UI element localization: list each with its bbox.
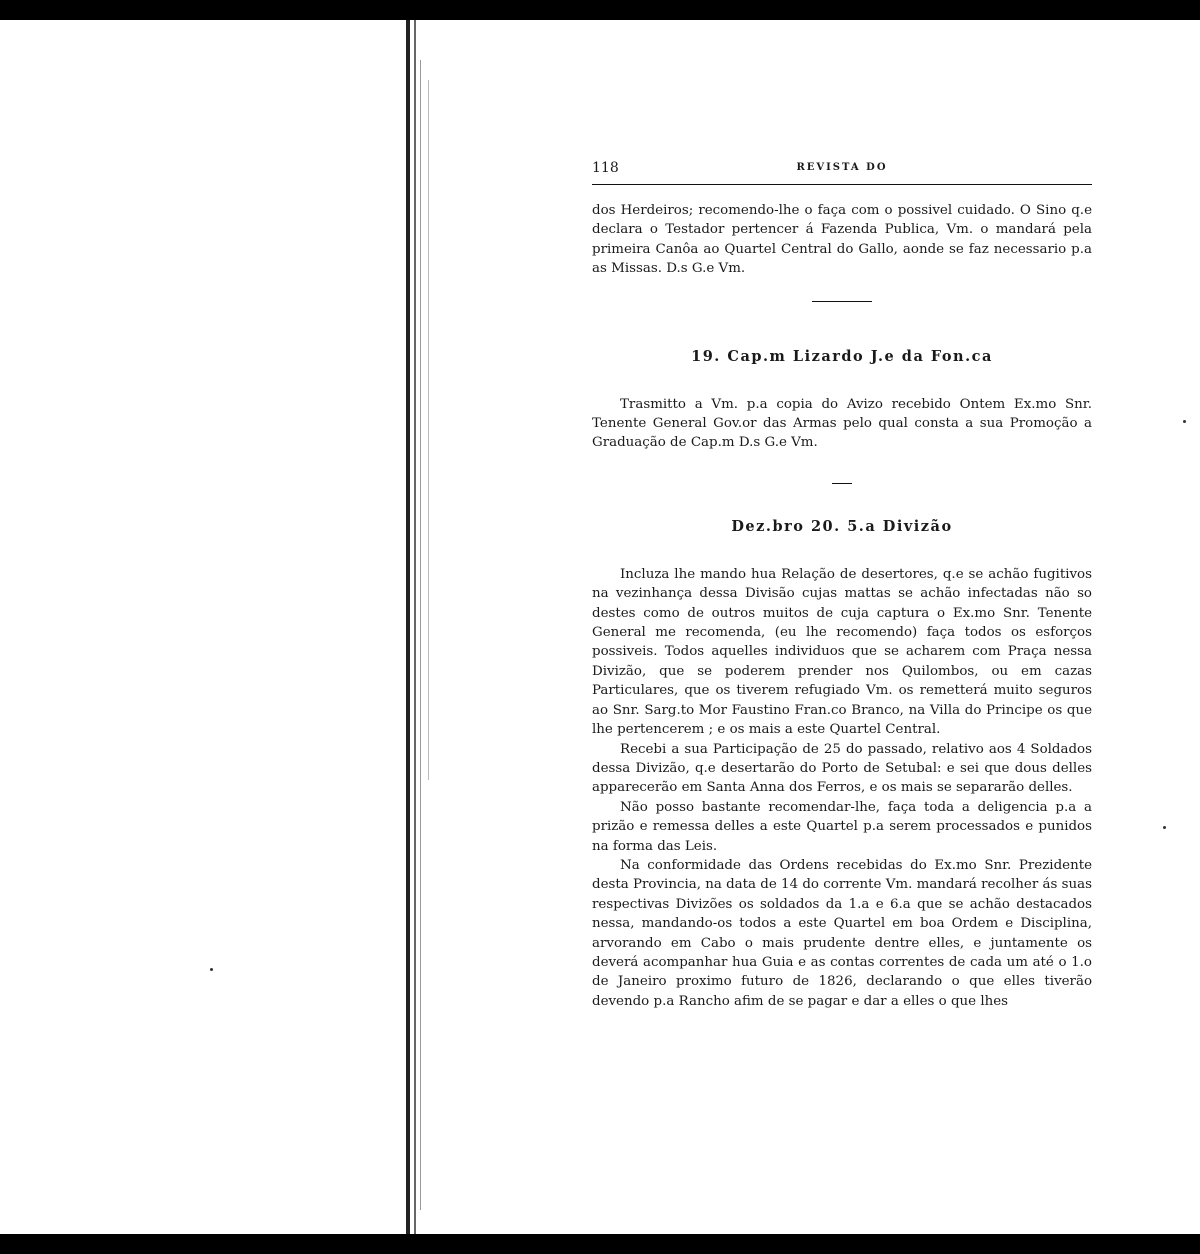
- running-header: [592, 160, 1092, 182]
- body-paragraph: Trasmitto a Vm. p.a copia do Avizo recebido Ontem Ex.mo Snr. Tenente General Gov.or das Armas pelo qual consta a sua Promoção a Graduação de Cap.m D.s G.e Vm.: [592, 396, 1092, 451]
- book-gutter: [404, 20, 434, 1234]
- scan-speck: [1163, 826, 1166, 829]
- section-heading: Dez.bro 20. 5.a Divizão: [731, 517, 953, 535]
- section-heading: 19. Cap.m Lizardo J.e da Fon.ca: [691, 347, 993, 365]
- body-paragraph: Incluza lhe mando hua Relação de desertores, q.e se achão fugitivos na vezinhança dessa Divisão cujas mattas se achão infectadas não so destes como de outros muitos de cuja captura o Ex.mo Snr. Tenente General me recomenda, (eu lhe recomendo) faça todos os esforços possiveis. Todos aquelles individuos que se acharem com Praça nessa Divizão, que se poderem prender nos Quilombos, ou em cazas Particulares, que os tiverem refugiado Vm. os remetterá muito seguros ao Snr. Sarg.to Mor Faustino Fran.co Branco, na Villa do Principe os que lhe pertencerem ; e os mais a este Quartel Central.: [592, 566, 1092, 738]
- continuation-paragraph: dos Herdeiros; recomendo-lhe o faça com o possivel cuidado. O Sino q.e declara o Testador pertencer á Fazenda Publica, Vm. o mandará pela primeira Canôa ao Quartel Central do Gallo, aonde se faz necessario p.a as Missas. D.s G.e Vm.: [592, 203, 1092, 277]
- scan-bottom-border: [0, 1234, 1200, 1254]
- header-rule: [592, 184, 1092, 185]
- scan-top-border: [0, 0, 1200, 20]
- section-divider: [812, 301, 872, 302]
- document-page: [592, 160, 1092, 1011]
- scan-speck: [1183, 420, 1186, 423]
- page-number: 118: [592, 160, 619, 176]
- body-paragraph: Recebi a sua Participação de 25 do passado, relativo aos 4 Soldados dessa Divizão, q.e desertarão do Porto de Setubal: e sei que dous delles apparecerão em Santa Anna dos Ferros, e os mais se separarão delles.: [592, 741, 1092, 796]
- body-paragraph: Não posso bastante recomendar-lhe, faça toda a deligencia p.a a prizão e remessa delles a este Quartel p.a serem processados e punidos na forma das Leis.: [592, 799, 1092, 854]
- running-title: REVISTA DO: [796, 162, 888, 173]
- body-paragraph: Na conformidade das Ordens recebidas do Ex.mo Snr. Prezidente desta Provincia, na data de 14 do corrente Vm. mandará recolher ás suas respectivas Divizões os soldados da 1.a e 6.a que se achão destacados nessa, mandando-os todos a este Quartel em boa Ordem e Disciplina, arvorando em Cabo o mais prudente dentre elles, e juntamente os deverá acompanhar hua Guia e as contas correntes de cada um até o 1.o de Janeiro proximo futuro de 1826, declarando o que elles tiverão devendo p.a Rancho afim de se pagar e dar a elles o que lhes: [592, 857, 1092, 1009]
- section-divider: [832, 483, 852, 484]
- scan-speck: [210, 968, 213, 971]
